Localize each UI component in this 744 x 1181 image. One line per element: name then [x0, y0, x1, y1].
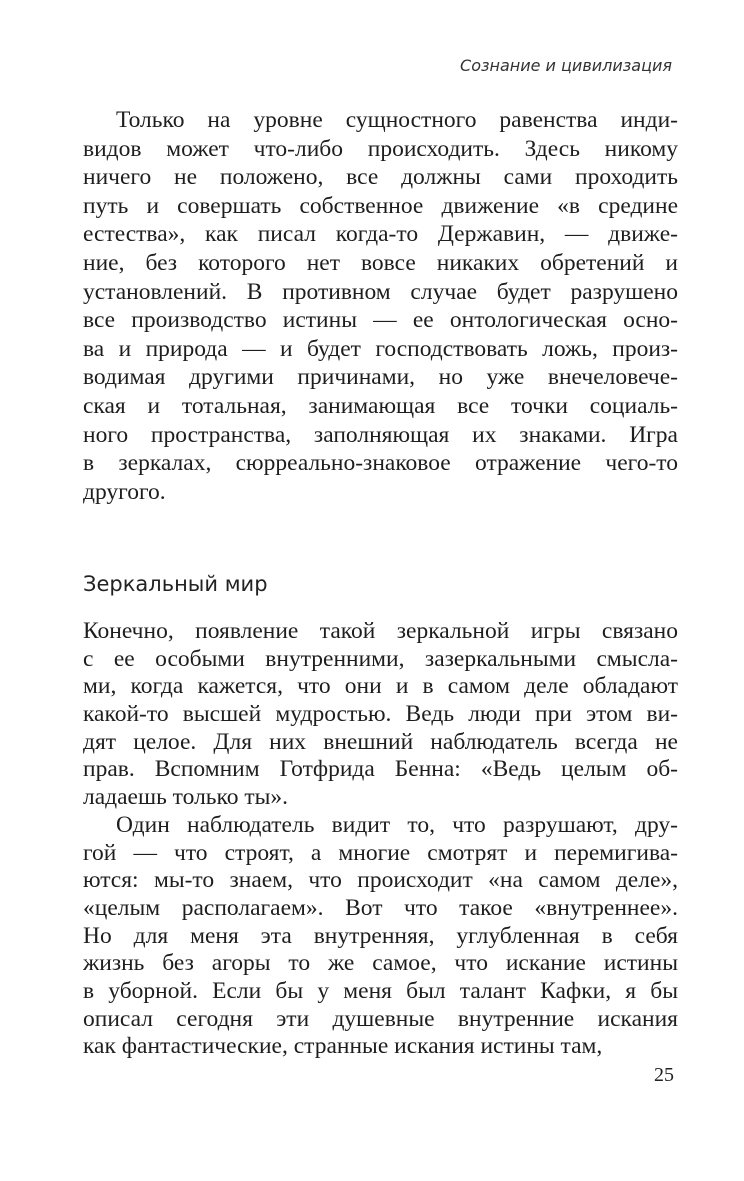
text-line: ние, без которого нет вовсе никаких обретений и: [83, 249, 678, 276]
text-line: какой-то высшей мудростью. Ведь люди при этом ви-: [83, 701, 678, 728]
text-line: ладаешь только ты».: [83, 784, 289, 811]
text-line: ми, когда кажется, что они и в самом деле обладают: [83, 673, 678, 700]
text-line: в уборной. Если бы у меня был талант Кафки, я бы: [83, 977, 678, 1004]
text-line: Только на уровне сущностного равенства инди-: [116, 107, 678, 133]
text-line: в зеркалах, сюрреально-знаковое отражение чего-то: [83, 450, 678, 477]
text-line: дят целое. Для них внешний наблюдатель всегда не: [83, 728, 678, 755]
text-line: ская и тотальная, занимающая все точки социаль-: [83, 392, 678, 419]
text-line: другого.: [83, 478, 166, 505]
text-line: гой — что строят, а многие смотрят и перемигива-: [83, 839, 678, 866]
text-line: жизнь без агоры то же самое, что искание истины: [83, 950, 678, 977]
text-line: все производство истины — ее онтологическая осно-: [83, 307, 678, 334]
text-line: «целым располагаем». Вот что такое «внутреннее».: [83, 894, 678, 921]
text-line: путь и совершать собственное движение «в средине: [83, 192, 678, 219]
text-line: ва и природа — и будет господствовать ложь, произ-: [83, 335, 678, 362]
text-line: Конечно, появление такой зеркальной игры связано: [83, 618, 678, 644]
section-heading: Зеркальный мир: [83, 572, 268, 596]
text-line: описал сегодня эти душевные внутренние искания: [83, 1005, 678, 1032]
text-line: Один наблюдатель видит то, что разрушают, дру-: [116, 811, 678, 838]
running-head: Сознание и цивилизация: [460, 56, 672, 75]
text-line: водимая другими причинами, но уже внечеловече-: [83, 364, 678, 391]
text-line: установлений. В противном случае будет разрушено: [83, 278, 678, 305]
page-number: 25: [654, 1064, 674, 1086]
text-line: видов может что-либо происходить. Здесь никому: [83, 135, 678, 162]
text-line: с ее особыми внутренними, зазеркальными смысла-: [83, 645, 678, 672]
text-line: ничего не положено, все должны сами проходить: [83, 164, 678, 191]
section-2-text: [83, 618, 678, 1061]
text-line: Но для меня эта внутренняя, углубленная в себя: [83, 922, 678, 949]
text-line: ного пространства, заполняющая их знаками. Игра: [83, 421, 678, 448]
text-line: как фантастические, странные искания истины там,: [83, 1033, 603, 1060]
text-line: прав. Вспомним Готфрида Бенна: «Ведь целым об-: [83, 756, 678, 783]
text-line: ются: мы-то знаем, что происходит «на самом деле»,: [83, 867, 678, 894]
text-line: естества», как писал когда-то Державин, — движе-: [83, 221, 678, 248]
section-1-text: [83, 106, 678, 506]
